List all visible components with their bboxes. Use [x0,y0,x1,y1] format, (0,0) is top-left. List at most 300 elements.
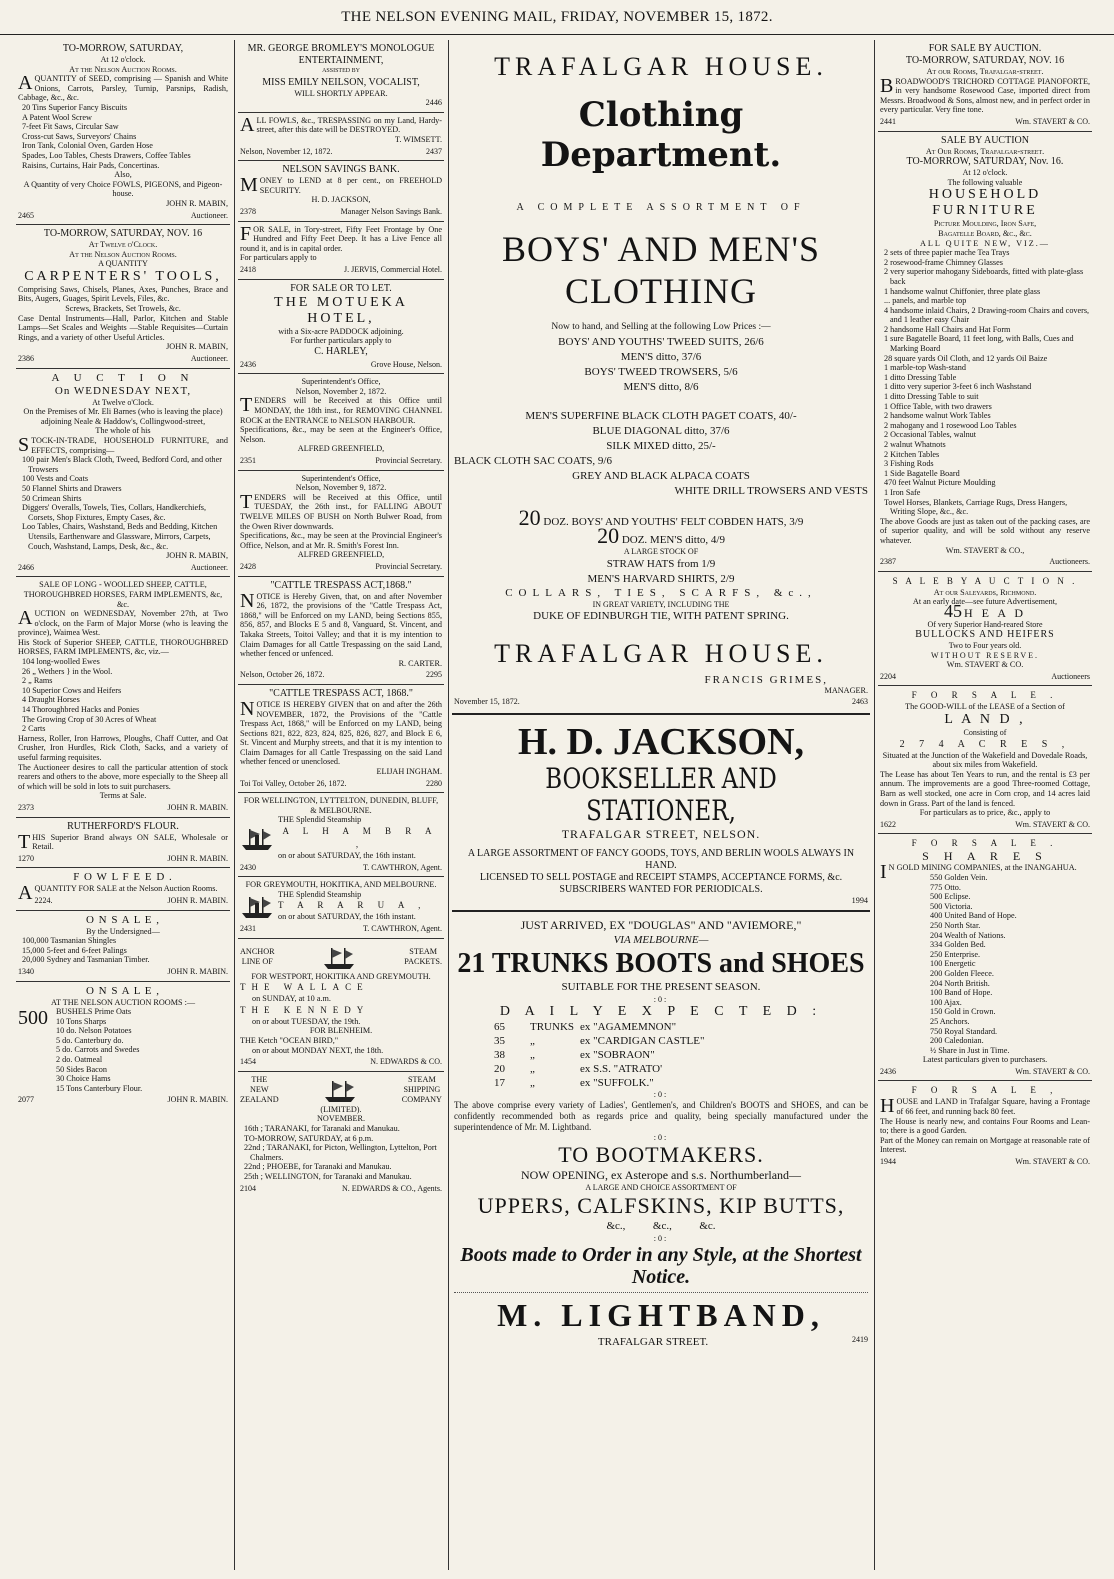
ad-text: A Quantity of very Choice FOWLS, PIGEONS, and Pigeon-house. [23,179,223,199]
ad-text: Also, [114,170,132,180]
ad-signature: ALFRED GREENFIELD, [297,444,385,454]
ad-subheading: NOW OPENING, ex Asterope and s.s. Northumberland— [520,1168,802,1183]
ad-big-number: 20 [518,505,541,530]
ad-signature: T. CAWTHRON, Agent. [363,924,442,933]
ad-text: The GOOD-WILL of the LEASE of a Section of [905,702,1065,712]
ad-subheading: TRAFALGAR STREET. [597,1335,709,1348]
ad-heading: F O R S A L E . [911,838,1059,849]
ad-title: TRAFALGAR HOUSE. [494,52,828,81]
list-item: 4 handsome inlaid Chairs, 2 Drawing-room Chairs and covers, and 1 leather easy Chair [884,305,1090,325]
ad-text: THE Splendid Steamship [278,815,362,825]
list-item: 20 Tins Superior Fancy Biscuits [22,102,128,112]
ad-body: IN GOLD MINING COMPANIES, at the INANGAHUA. [880,861,1077,884]
ad-body: ALL FOWLS, &c., TRESPASSING on my Land, Hardy-street, after this date will be DESTROYED. [240,113,442,136]
ad-motueka-hotel [238,280,444,375]
list-item: 50 Flannel Shirts and Drawers [22,483,122,493]
ad-signature: Wm. STAVERT & CO. [946,660,1024,670]
ad-text: For particulars apply to [240,253,317,263]
expected-row [454,1062,868,1076]
ad-subheading: Two to Four years old. [948,641,1022,651]
ad-signature: JOHN R. MABIN. [167,895,228,905]
ad-title: L A N D , [944,712,1026,728]
ad-subheading: AT THE NELSON AUCTION ROOMS :— [50,997,196,1007]
ad-role: Auctioneer. [190,210,228,220]
ad-text: For particulars as to price, &c., apply to [919,808,1051,818]
ad-signature: FRANCIS GRIMES, [704,674,828,687]
ad-rutherford-flour [16,818,230,869]
ad-subheading: ALL QUITE NEW, VIZ.— [920,238,1050,248]
ad-heading: A U C T I O N [51,371,195,384]
column-1 [16,40,230,1572]
list-item: 2 mahogany and 1 rosewood Loo Tables [884,420,1017,430]
ad-body: Specifications, &c., may be seen at the Provincial Engineer's Office, Nelson, and at Mr. R. Smith's Forest Inn. [240,531,442,550]
ad-heading: ZEALAND [240,1094,279,1104]
ad-carpenters-tools [16,225,230,369]
list-item: 100 Energetic [930,959,976,969]
ad-body: The House is nearly new, and contains Four Rooms and Lean-to; there is a good Garden. [880,1116,1090,1136]
price-line: BOYS' TWEED TROWSERS, 5/6 [584,366,738,378]
ad-title: O N S A L E , [85,984,160,997]
ad-number: 2437 [426,146,442,156]
list-item: BUSHELS Prime Oats [56,1007,132,1017]
steamship-icon [323,1075,357,1105]
ad-subheading: Superintendent's Office, [301,473,381,483]
ad-subheading: VIA MELBOURNE— [613,933,709,946]
ad-subheading: SUITABLE FOR THE PRESENT SEASON. [561,980,761,993]
ad-subheading: At an early date—see future Advertisement, [912,597,1058,607]
ad-signature: N. EDWARDS & CO., Agents. [341,1183,442,1193]
ad-subheading: At our Rooms, Trafalgar-street. [926,67,1044,76]
ad-heading: SALE BY AUCTION [941,134,1029,146]
ad-fowls-trespass [238,113,444,161]
expected-ship: ex "SOBRAON" [580,1049,655,1062]
ad-number: 1454 [240,1057,256,1067]
ad-heading: TO-MORROW, SATURDAY, Nov. 16. [906,156,1064,168]
list-item: 100,000 Tasmanian Shingles [22,936,117,946]
list-item: 2 rosewood-frame Chimney Glasses [884,257,1003,267]
ad-bromley [238,40,444,113]
ad-title: TRAFALGAR HOUSE. [494,639,828,669]
ad-subheading: FOR WESTPORT, HOKITIKA AND GREYMOUTH. [251,971,431,981]
list-item: 3 Fishing Rods [884,459,934,469]
item-list [18,455,228,551]
list-item: 750 Royal Standard. [930,1026,998,1036]
price-line: MEN'S ditto, 8/6 [623,381,699,393]
list-item: ½ Share in Just in Time. [930,1045,1010,1055]
list-item: 26 „ Wethers } in the Wool. [22,666,113,676]
ad-date: Nelson, November 12, 1872. [240,146,333,156]
ship-name: T A R A R U A , [278,900,427,911]
price-line: SILK MIXED ditto, 25/- [606,440,716,452]
list-item: 20,000 Sydney and Tasmanian Timber. [22,955,150,965]
price-line: WHITE DRILL TROWSERS AND VESTS [674,485,868,497]
ad-title: RUTHERFORD'S FLOUR. [67,820,179,832]
ship-name: A L H A M B R A , [282,826,438,850]
ad-signature: JOHN R. MABIN, [166,551,228,561]
ad-heading: F O R S A L E , [911,1085,1059,1096]
ad-title: Boots made to Order in any Style, at the Shortest Notice. [460,1243,862,1288]
price-line: DUKE OF EDINBURGH TIE, WITH PATENT SPRING. [533,610,789,623]
ad-body: A LARGE ASSORTMENT OF FANCY GOODS, TOYS, AND BERLIN WOOLS ALWAYS IN HAND. [467,847,855,871]
ad-text: on or about TUESDAY, the 19th. [252,1016,361,1026]
ad-role: Manager Nelson Savings Bank. [340,206,442,216]
ad-text: Consisting of [963,728,1007,738]
ad-role: Auctioneers. [1049,557,1090,567]
list-item: 14 Thoroughbred Hacks and Ponies [22,705,140,715]
list-item: 2 do. Oatmeal [56,1055,103,1065]
ad-signature: Wm. STAVERT & CO. [1015,116,1090,126]
list-item: 2 „ Rams [22,676,53,686]
ad-subheading: At Twelve o'Clock. [92,397,154,407]
ad-number: 2378 [240,206,256,216]
ad-number: 2204 [880,671,896,681]
ad-heading: TO-MORROW, SATURDAY, [62,43,184,54]
ad-body: AUCTION on WEDNESDAY, November 27th, at Two o'clock, on the Farm of Major Morse (who is leaving the province), Waimea West. [18,607,228,638]
price-line: GREY AND BLACK ALPACA COATS [572,470,750,482]
ad-signature: J. JERVIS, Commercial Hotel. [343,264,442,274]
ad-heading: SALE OF LONG - WOOLLED SHEEP, CATTLE, THOROUGHBRED HORSES, FARM IMPLEMENTS, &c, &c. [23,580,223,609]
ad-number: 2465 [18,210,34,220]
ad-number: 2441 [880,116,896,126]
list-item: 250 North Star. [930,920,981,930]
ad-number: 1994 [851,895,868,905]
ad-number: 2431 [240,924,256,933]
ad-text: Now to hand, and Selling at the following Low Prices :— [551,322,771,332]
list-item: Loo Tables, Chairs, Washstand, Beds and Bedding, Kitchen Utensils, Earthenware and Glassware, Mirrors, Carpets, Couch, Washstand, Lamps, Desk, &c., &c. [22,522,218,551]
ad-heading: TO-MORROW, SATURDAY, NOV. 16 [43,228,203,240]
ad-subheading: A COMPLETE ASSORTMENT OF [516,202,806,213]
ad-signature: JOHN R. MABIN. [167,1095,228,1105]
list-item: 400 United Band of Hope. [930,911,1017,921]
list-item: 1 sure Bagatelle Board, 11 feet long, with Balls, Cues and Marking Board [884,334,1074,354]
ad-text: on or about SATURDAY, the 16th instant. [278,851,416,861]
ad-sheep-sale [16,577,230,817]
ad-subheading: TRAFALGAR STREET, NELSON. [561,826,761,841]
ad-body: AQUANTITY of SEED, comprising — Spanish and White Onions, Carrots, Parsley, Turnip, Parsnips, Radish, Cabbage, &c., &c. [18,72,228,103]
ad-auction-barnes [16,369,230,578]
ad-signature: Wm. STAVERT & CO. [1015,1066,1090,1076]
list-item: 10 Superior Cows and Heifers [22,685,122,695]
ad-number: 1622 [880,819,896,829]
ad-date: Toi Toi Valley, October 26, 1872. [240,778,347,788]
ad-big-number: 20 [597,523,620,548]
ad-body: HOUSE and LAND in Trafalgar Square, having a Frontage of 66 feet, and running back 80 feet. [880,1095,1090,1118]
expected-row [454,1076,868,1090]
ad-body: TENDERS will be Received at this Office until MONDAY, the 18th inst., for REMOVING CHANNEL ROCK at the ENTRANCE to NELSON HARBOUR. [240,394,442,425]
list-item: 4 Draught Horses [22,695,80,705]
list-item: 204 North British. [930,978,990,988]
ad-signature: Wm. STAVERT & CO., [945,545,1025,555]
list-item: Iron Tank, Colonial Oven, Garden Hose [22,141,153,151]
list-item: TO-MORROW, SATURDAY, at 6 p.m. [244,1133,374,1143]
expected-unit: „ [530,1077,535,1090]
ad-body: FOR SALE, in Tory-street, Fifty Feet Frontage by One Hundred and Fifty Feet Deep. It has a Live Fence all round it, and is in capital order. [240,222,442,253]
steamship-icon [322,942,356,972]
ad-subheading: Picture Moulding, Iron Safe, [933,219,1037,229]
ad-big-number: 45 [943,600,962,621]
ad-piano [878,40,1092,132]
ad-signature: H. D. JACKSON, [311,195,371,205]
price-line: COLLARS, TIES, SCARFS, &c., [505,586,817,599]
ad-savings-bank [238,161,444,221]
expected-row [454,1048,868,1062]
ad-heading: JUST ARRIVED, EX "DOUGLAS" AND "AVIEMORE," [520,917,802,932]
ad-text: Screws, Brackets, Set Trowels, &c. [65,304,181,314]
ad-number: 2280 [426,778,442,788]
list-item: 204 Wealth of Nations. [930,930,1006,940]
expected-unit: „ [530,1049,535,1062]
ad-number: 2418 [240,264,256,274]
ad-tender-channel-rock [238,374,444,470]
ad-title: M. LIGHTBAND, [497,1296,825,1333]
expected-ship: ex "CARDIGAN CASTLE" [580,1035,705,1048]
ad-heading: FOR SALE BY AUCTION. [928,43,1042,54]
ad-text: IN GREAT VARIETY, INCLUDING THE [592,599,730,609]
ad-number: 1270 [18,853,34,863]
ad-tory-street [238,222,444,280]
separator: :0: [653,994,669,1004]
list-item: 775 Otto. [930,882,961,892]
ad-heading: TO-MORROW, SATURDAY, NOV. 16 [905,55,1065,66]
ad-cattle-trespass-carter [238,577,444,685]
list-item: 150 Gold in Crown. [930,1007,996,1017]
expected-unit: „ [530,1063,535,1076]
item-list [18,103,228,170]
list-item: 2 Occasional Tables, walnut [884,430,977,440]
price-line: DOZ. MEN'S ditto, 4/9 [621,534,725,546]
ad-heading: COMPANY [401,1094,442,1104]
ad-body: NOTICE is Hereby Given, that, on and after November 26, 1872, the provisions of the "Cattle Trespass Act, 1868," will be Enforced on my LAND, being Sections 855, 856, 857, and Blocks E 5 and 8, Vanguard, St. Vincent, and Takaka Streets, Toitoi Valley; and that it is my intention to Claim Damages for all Cattle Trespassing on the said Land, whether fenced or unfenced. [240,589,442,659]
ad-title: BOYS' AND MEN'S CLOTHING [501,229,821,311]
list-item: 100 Vests and Coats [22,474,89,484]
ad-title: TO BOOTMAKERS. [558,1142,764,1168]
expected-row [454,1034,868,1048]
ad-number: 2466 [18,562,34,572]
ad-text: Latest particulars given to purchasers. [922,1055,1048,1065]
column-rule [234,40,235,1570]
list-item: 22nd ; PHOEBE, for Taranaki and Manukau. [244,1162,392,1172]
ad-title: Clothing Department. [540,95,782,175]
ad-title: BOOKSELLER AND STATIONER, [545,761,777,827]
ad-cattle-sale [878,572,1092,687]
ad-text: &c., &c., &c. [606,1219,716,1232]
ad-tender-bush [238,471,444,577]
ad-number: 2104 [240,1183,256,1193]
ad-signature: JOHN R. MABIN. [167,802,228,812]
ad-cattle-trespass-ingham [238,685,444,793]
ad-subheading: Nelson, November 9, 1872. [295,483,387,493]
list-item: 1 handsome walnut Chiffonier, three plate glass [884,286,1041,296]
ad-subheading: NOVEMBER. [317,1114,365,1124]
ad-title: "CATTLE TRESPASS ACT, 1868." [269,687,413,699]
ad-title: O N S A L E , [85,913,160,926]
list-item: The Growing Crop of 30 Acres of Wheat [22,714,157,724]
list-item: 1 marble-top Wash-stand [884,363,966,373]
ad-number: 1340 [18,966,34,976]
ad-text: with a Six-acre PADDOCK adjoining. [278,326,404,336]
masthead: THE NELSON EVENING MAIL, FRIDAY, NOVEMBER 15, 1872. [0,0,1114,35]
ad-hd-jackson [452,715,870,912]
ad-signature: T. WIMSETT. [394,134,442,144]
ad-oats [16,982,230,1110]
list-item: ... panels, and marble top [884,296,967,306]
ad-lightband [452,912,870,1354]
ad-heading: STEAM [409,947,438,956]
ad-title: H. D. JACKSON, [517,720,805,763]
ad-fowl-feed [16,868,230,910]
expected-count: 17 [494,1077,505,1090]
ad-heading: D A I L Y E X P E C T E D : [499,1004,823,1020]
list-item: 500 Eclipse. [930,892,971,902]
ad-heading: STEAM [408,1075,436,1085]
ad-number: 2386 [18,354,34,364]
ad-subheading: Of very Superior Hand-reared Store [927,619,1043,629]
ad-land-lease [878,686,1092,834]
expected-row [454,1020,868,1034]
ad-body: THIS Superior Brand always ON SALE, Wholesale or Retail. [18,830,228,853]
ad-title: FOR SALE OR TO LET. [290,282,392,294]
ad-text: Terms at Sale. [99,791,147,801]
ad-heading: S A L E B Y A U C T I O N . [892,575,1078,586]
ad-heading: On WEDNESDAY NEXT, [54,384,192,397]
ad-number: 2224. [34,895,53,905]
ad-signature: Wm. STAVERT & CO. [1015,819,1090,829]
ship-name: THE Ketch "OCEAN BIRD," [240,1035,339,1045]
list-item: 1 ditto very superior 3-feet 6 inch Washstand [884,382,1032,392]
price-line: MEN'S ditto, 37/6 [620,351,702,363]
ad-body: The Lease has about Ten Years to run, and the rental is £3 per annum. The improvements are a good Three-roomed Cottage, Barn as well stocked, one acre in Corn crop, and 14 acres laid down in Grass. Part of the land is fenced. [880,769,1090,808]
column-rule [874,40,875,1570]
list-item: 2 very superior mahogany Sideboards, fitted with plate-glass back [884,267,1084,286]
ad-body: His Stock of Superior SHEEP, CATTLE, THOROUGHBRED HORSES, FARM IMPLEMENTS, &c, viz.— [18,637,228,657]
ad-title: UPPERS, CALFSKINS, KIP BUTTS, [477,1192,845,1218]
ad-subheading: At 12 o'clock. [100,55,146,64]
list-item: 30 Choice Hams [56,1074,111,1084]
ad-body: Case Dental Instruments—Hall, Parlor, Kitchen and Stable Lamps—Set Scales and Weights —Stable Requisites—Curtain Rings, and a variety of other Useful Articles. [18,313,228,342]
expected-ship: ex "SUFFOLK." [580,1077,654,1090]
ad-subheading: ASSISTED BY [322,68,360,74]
ad-subheading: At Our Rooms, Trafalgar-street. [925,146,1045,156]
list-item: 15 Tons Canterbury Flour. [56,1083,143,1093]
ad-title: F O W L F E E D . [73,871,173,884]
ad-number: 2428 [240,561,256,571]
list-item: Diggers' Overalls, Towels, Ties, Collars, Handkerchiefs, Corsets, Shop Fixtures, Empty Cases, &c. [22,503,207,522]
ad-number: 2373 [18,802,34,812]
ad-body: STOCK-IN-TRADE, HOUSEHOLD FURNITURE, and EFFECTS, comprising— [18,434,228,456]
ad-heading: ANCHOR [240,947,275,956]
ad-alhambra [238,793,444,877]
ad-number: 1944 [880,1157,896,1167]
steamship-icon [240,823,274,853]
price-line: BLUE DIAGONAL ditto, 37/6 [592,425,730,437]
list-item: 200 Caledonian. [930,1036,984,1046]
ad-text: on or about SATURDAY, the 16th instant. [278,912,416,922]
ad-signature: JOHN R. MABIN, [166,342,228,352]
expected-count: 38 [494,1049,505,1062]
ad-date: November 15, 1872. [454,697,520,707]
ad-title: HOUSEHOLD FURNITURE [928,187,1042,219]
ad-body: MONEY to LEND at 8 per cent., on FREEHOLD SECURITY. [240,174,442,197]
ad-subheading: Superintendent's Office, [301,377,381,387]
ad-text: A LARGE AND CHOICE ASSORTMENT OF [585,1183,737,1193]
ad-text: on or about MONDAY NEXT, the 18th. [252,1045,384,1055]
ad-household-furniture [878,132,1092,572]
ad-subheading: At the Nelson Auction Rooms. [69,249,177,259]
ad-number: 2387 [880,557,896,567]
separator: :0: [653,1132,669,1142]
ad-body: Situated at the Junction of the Wakefield and Dovedale Roads, about six miles from Wakefield. [882,750,1088,770]
list-item: 50 Sides Bacon [56,1064,107,1074]
ad-subheading: Bagatelle Board, &c., &c. [938,228,1032,238]
price-line: BLACK CLOTH SAC COATS, 9/6 [454,455,612,467]
ad-role: MANAGER. [824,685,868,695]
ad-nz-shipping [238,1072,444,1197]
ad-heading: THE [251,1075,268,1085]
ad-role: Grove House, Nelson. [370,359,442,369]
list-item: 2 walnut Whatnots [884,440,946,449]
ad-subheading: At the Nelson Auction Rooms. [69,64,177,74]
list-item: A Patent Wool Screw [22,112,92,122]
list-item: 100 Ajax. [930,997,962,1007]
ship-name: THE KENNEDY [240,1004,370,1015]
list-item: Towel Horses, Blankets, Carriage Rugs, Dress Hangers, Writing Slope, &c., &c. [884,497,1068,517]
column-3 [452,40,870,1572]
ad-body: The Auctioneer desires to call the particular attention of stock rearers and others to the above, more especially to the Sheep all of which will be sold in lots to suit purchasers. [18,762,228,791]
ad-signature: T. CAWTHRON, Agent. [363,862,442,872]
ad-signature: Wm. STAVERT & CO. [1015,1157,1090,1167]
list-item: 2 Carts [22,724,46,734]
ad-title: 2 7 4 A C R E S , [899,738,1071,750]
ad-trafalgar-house [452,40,870,715]
steamship-icon [240,891,274,921]
ad-number: 2351 [240,456,256,466]
ad-body: Part of the Money can remain on Mortgage at reasonable rate of Interest. [880,1135,1090,1155]
ad-subheading: FOR BLENHEIM. [309,1026,373,1036]
ad-signature: JOHN R. MABIN. [167,966,228,976]
ad-subheading: At Twelve o'Clock. [88,240,158,250]
list-item: 1 Iron Safe [884,487,921,497]
ad-text: A QUANTITY [98,259,148,269]
list-item: 100 pair Men's Black Cloth, Tweed, Bedford Cord, and other Trowsers [22,455,222,474]
ad-big-number: 500 [18,1007,48,1030]
ad-body: TENDERS will be Received at this Office, until TUESDAY, the 26th inst., for FALLING ABOUT TWELVE MILES OF BUSH on North Bulwer Road, from the Owen River downwards. [240,490,442,531]
ad-signature: ALFRED GREENFIELD, [297,550,385,560]
list-item: Spades, Loo Tables, Chests Drawers, Coffee Tables [22,150,191,160]
ad-subheading: At our Saleyards, Richmond. [933,587,1037,597]
list-item: 550 Golden Vein. [930,873,988,882]
ad-title: FOR GREYMOUTH, HOKITIKA, AND MELBOURNE. [245,880,437,890]
ad-text: WILL SHORTLY APPEAR. [294,88,388,98]
ad-body: Specifications, &c., may be seen at the Engineer's Office, Nelson. [240,425,442,444]
list-item: 1 ditto Dressing Table to suit [884,392,979,402]
list-item: 22nd ; TARANAKI, for Picton, Wellington, Lyttelton, Port Chalmers. [244,1143,437,1162]
ad-heading: LINE OF [241,956,273,966]
ad-number: 2463 [852,697,868,707]
list-item: 16th ; TARANAKI, for Taranaki and Manukau. [244,1123,400,1133]
list-item: 1 Side Bagatelle Board [884,468,960,478]
list-item: 5 do. Carrots and Swedes [56,1045,140,1055]
list-item: 104 long-woolled Ewes [22,657,100,667]
list-item: 2 handsome walnut Work Tables [884,411,991,421]
list-item: 28 square yards Oil Cloth, and 12 yards Oil Baize [884,353,1048,363]
ad-subheading: By the Undersigned— [86,926,160,936]
list-item: 500 Victoria. [930,901,973,911]
ad-title: CARPENTERS' TOOLS, [24,268,222,284]
ad-subheading: Nelson, November 2, 1872. [295,386,387,396]
ad-role: Provincial Secretary. [375,456,442,466]
price-line: BOYS' AND YOUTHS' TWEED SUITS, 26/6 [558,336,764,348]
list-item: 15,000 5-feet and 6-feet Palings [22,945,127,955]
